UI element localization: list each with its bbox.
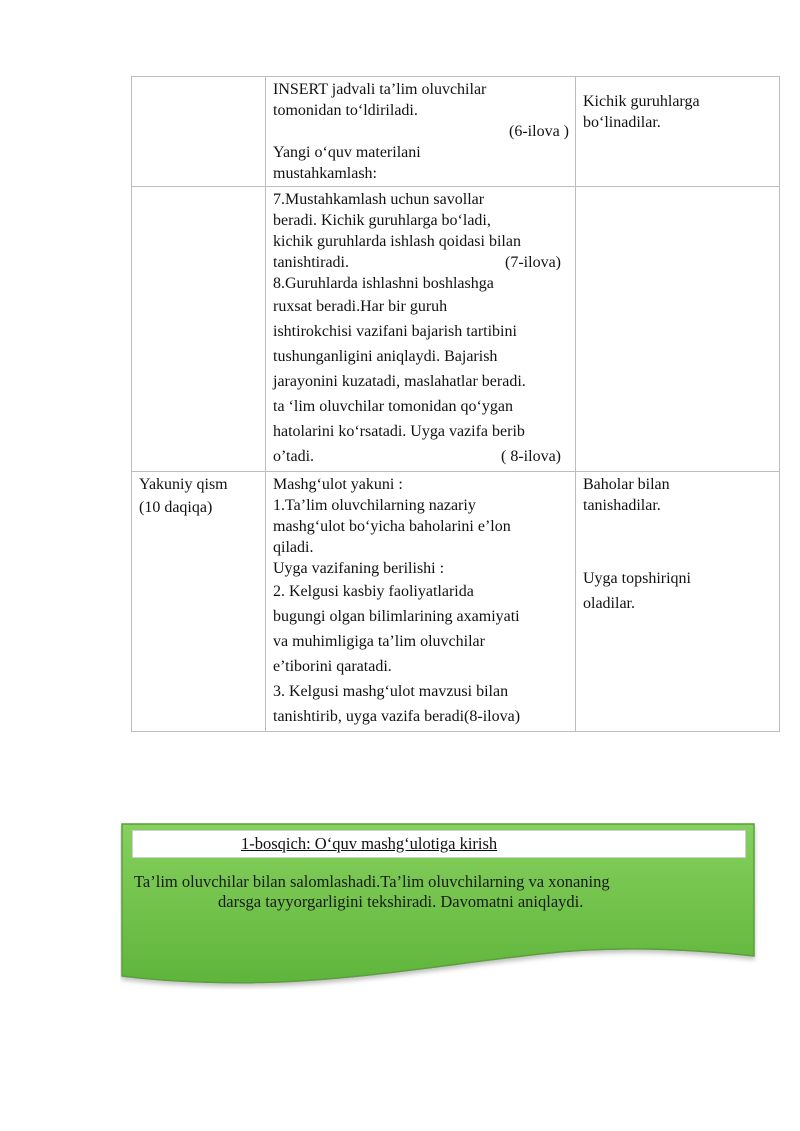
banner-header — [132, 830, 746, 858]
cell-line: 2. Kelgusi kasbiy faoliyatlarida — [273, 583, 474, 600]
cell-line: kichik guruhlarda ishlash qoidasi bilan — [273, 233, 521, 250]
cell-line: 8.Guruhlarda ishlashni boshlashga — [273, 275, 494, 292]
table-cell — [576, 77, 780, 187]
cell-line: tomonidan to‘ldiriladi. — [273, 102, 418, 119]
table-cell — [266, 77, 576, 187]
cell-line: Yangi o‘quv materilani — [273, 144, 421, 161]
table-row — [132, 77, 780, 187]
table-cell — [132, 472, 266, 732]
cell-line: Uyga vazifaning berilishi : — [273, 560, 445, 577]
stage-title: 1-bosqich: O‘quv mashg‘ulotiga kirish — [241, 834, 498, 853]
cell-line: ta ‘lim oluvchilar tomonidan qo‘ygan — [273, 398, 513, 415]
table-cell — [266, 187, 576, 472]
table-cell — [266, 472, 576, 732]
lesson-plan-table — [131, 76, 780, 732]
cell-line: beradi. Kichik guruhlarga bo‘ladi, — [273, 212, 491, 229]
cell-line: mashg‘ulot bo‘yicha baholarini e’lon — [273, 518, 511, 535]
cell-line: ruxsat beradi.Har bir guruh — [273, 298, 448, 315]
cell-line: hatolarini ko‘rsatadi. Uyga vazifa berib — [273, 423, 525, 440]
cell-line: jarayonini kuzatadi, maslahatlar beradi. — [273, 373, 526, 390]
cell-line: 3. Kelgusi mashg‘ulot mavzusi bilan — [273, 683, 509, 700]
appendix-ref: (7-ilova) — [505, 254, 561, 271]
appendix-ref: (6-ilova ) — [509, 123, 569, 140]
cell-line: INSERT jadvali ta’lim oluvchilar — [273, 81, 487, 98]
cell-line: (10 daqiqa) — [139, 499, 213, 516]
cell-line: Yakuniy qism — [139, 476, 228, 493]
cell-line: tanishtirib, uyga vazifa beradi(8-ilova) — [273, 708, 521, 725]
appendix-ref: ( 8-ilova) — [501, 448, 561, 465]
cell-line: 1.Ta’lim oluvchilarning nazariy — [273, 497, 476, 514]
cell-text: o’tadi. — [273, 448, 315, 465]
cell-line: tushunganligini aniqlaydi. Bajarish — [273, 348, 498, 365]
stage-description — [134, 872, 610, 912]
cell-line — [273, 252, 571, 273]
table-cell — [576, 472, 780, 732]
cell-line: Mashg‘ulot yakuni : — [273, 476, 403, 493]
cell-line: mustahkamlash: — [273, 165, 377, 182]
cell-line: tanishadilar. — [583, 497, 661, 514]
cell-line: Kichik guruhlarga — [583, 93, 700, 110]
cell-line: va muhimligiga ta’lim oluvchilar — [273, 633, 485, 650]
table-row — [132, 472, 780, 732]
table-cell — [132, 187, 266, 472]
table-cell — [576, 187, 780, 472]
description-line: darsga tayyorgarligini tekshiradi. Davomatni aniqlaydi. — [218, 892, 584, 911]
cell-line: Uyga topshiriqni — [583, 570, 691, 587]
cell-line: qiladi. — [273, 539, 314, 556]
cell-line: e’tiborini qaratadi. — [273, 658, 392, 675]
table-cell — [132, 77, 266, 187]
table-row — [132, 187, 780, 472]
cell-text: tanishtiradi. — [273, 254, 349, 271]
cell-line — [273, 444, 571, 469]
cell-line: bugungi olgan bilimlarining axamiyati — [273, 608, 520, 625]
stage-banner — [120, 822, 758, 990]
description-line: Ta’lim oluvchilar bilan salomlashadi.Ta’lim oluvchilarning va xonaning — [134, 872, 610, 891]
cell-line: ishtirokchisi vazifani bajarish tartibini — [273, 323, 517, 340]
cell-line: bo‘linadilar. — [583, 114, 661, 131]
cell-line: Baholar bilan — [583, 476, 670, 493]
cell-line: oladilar. — [583, 595, 635, 612]
cell-line: 7.Mustahkamlash uchun savollar — [273, 191, 485, 208]
